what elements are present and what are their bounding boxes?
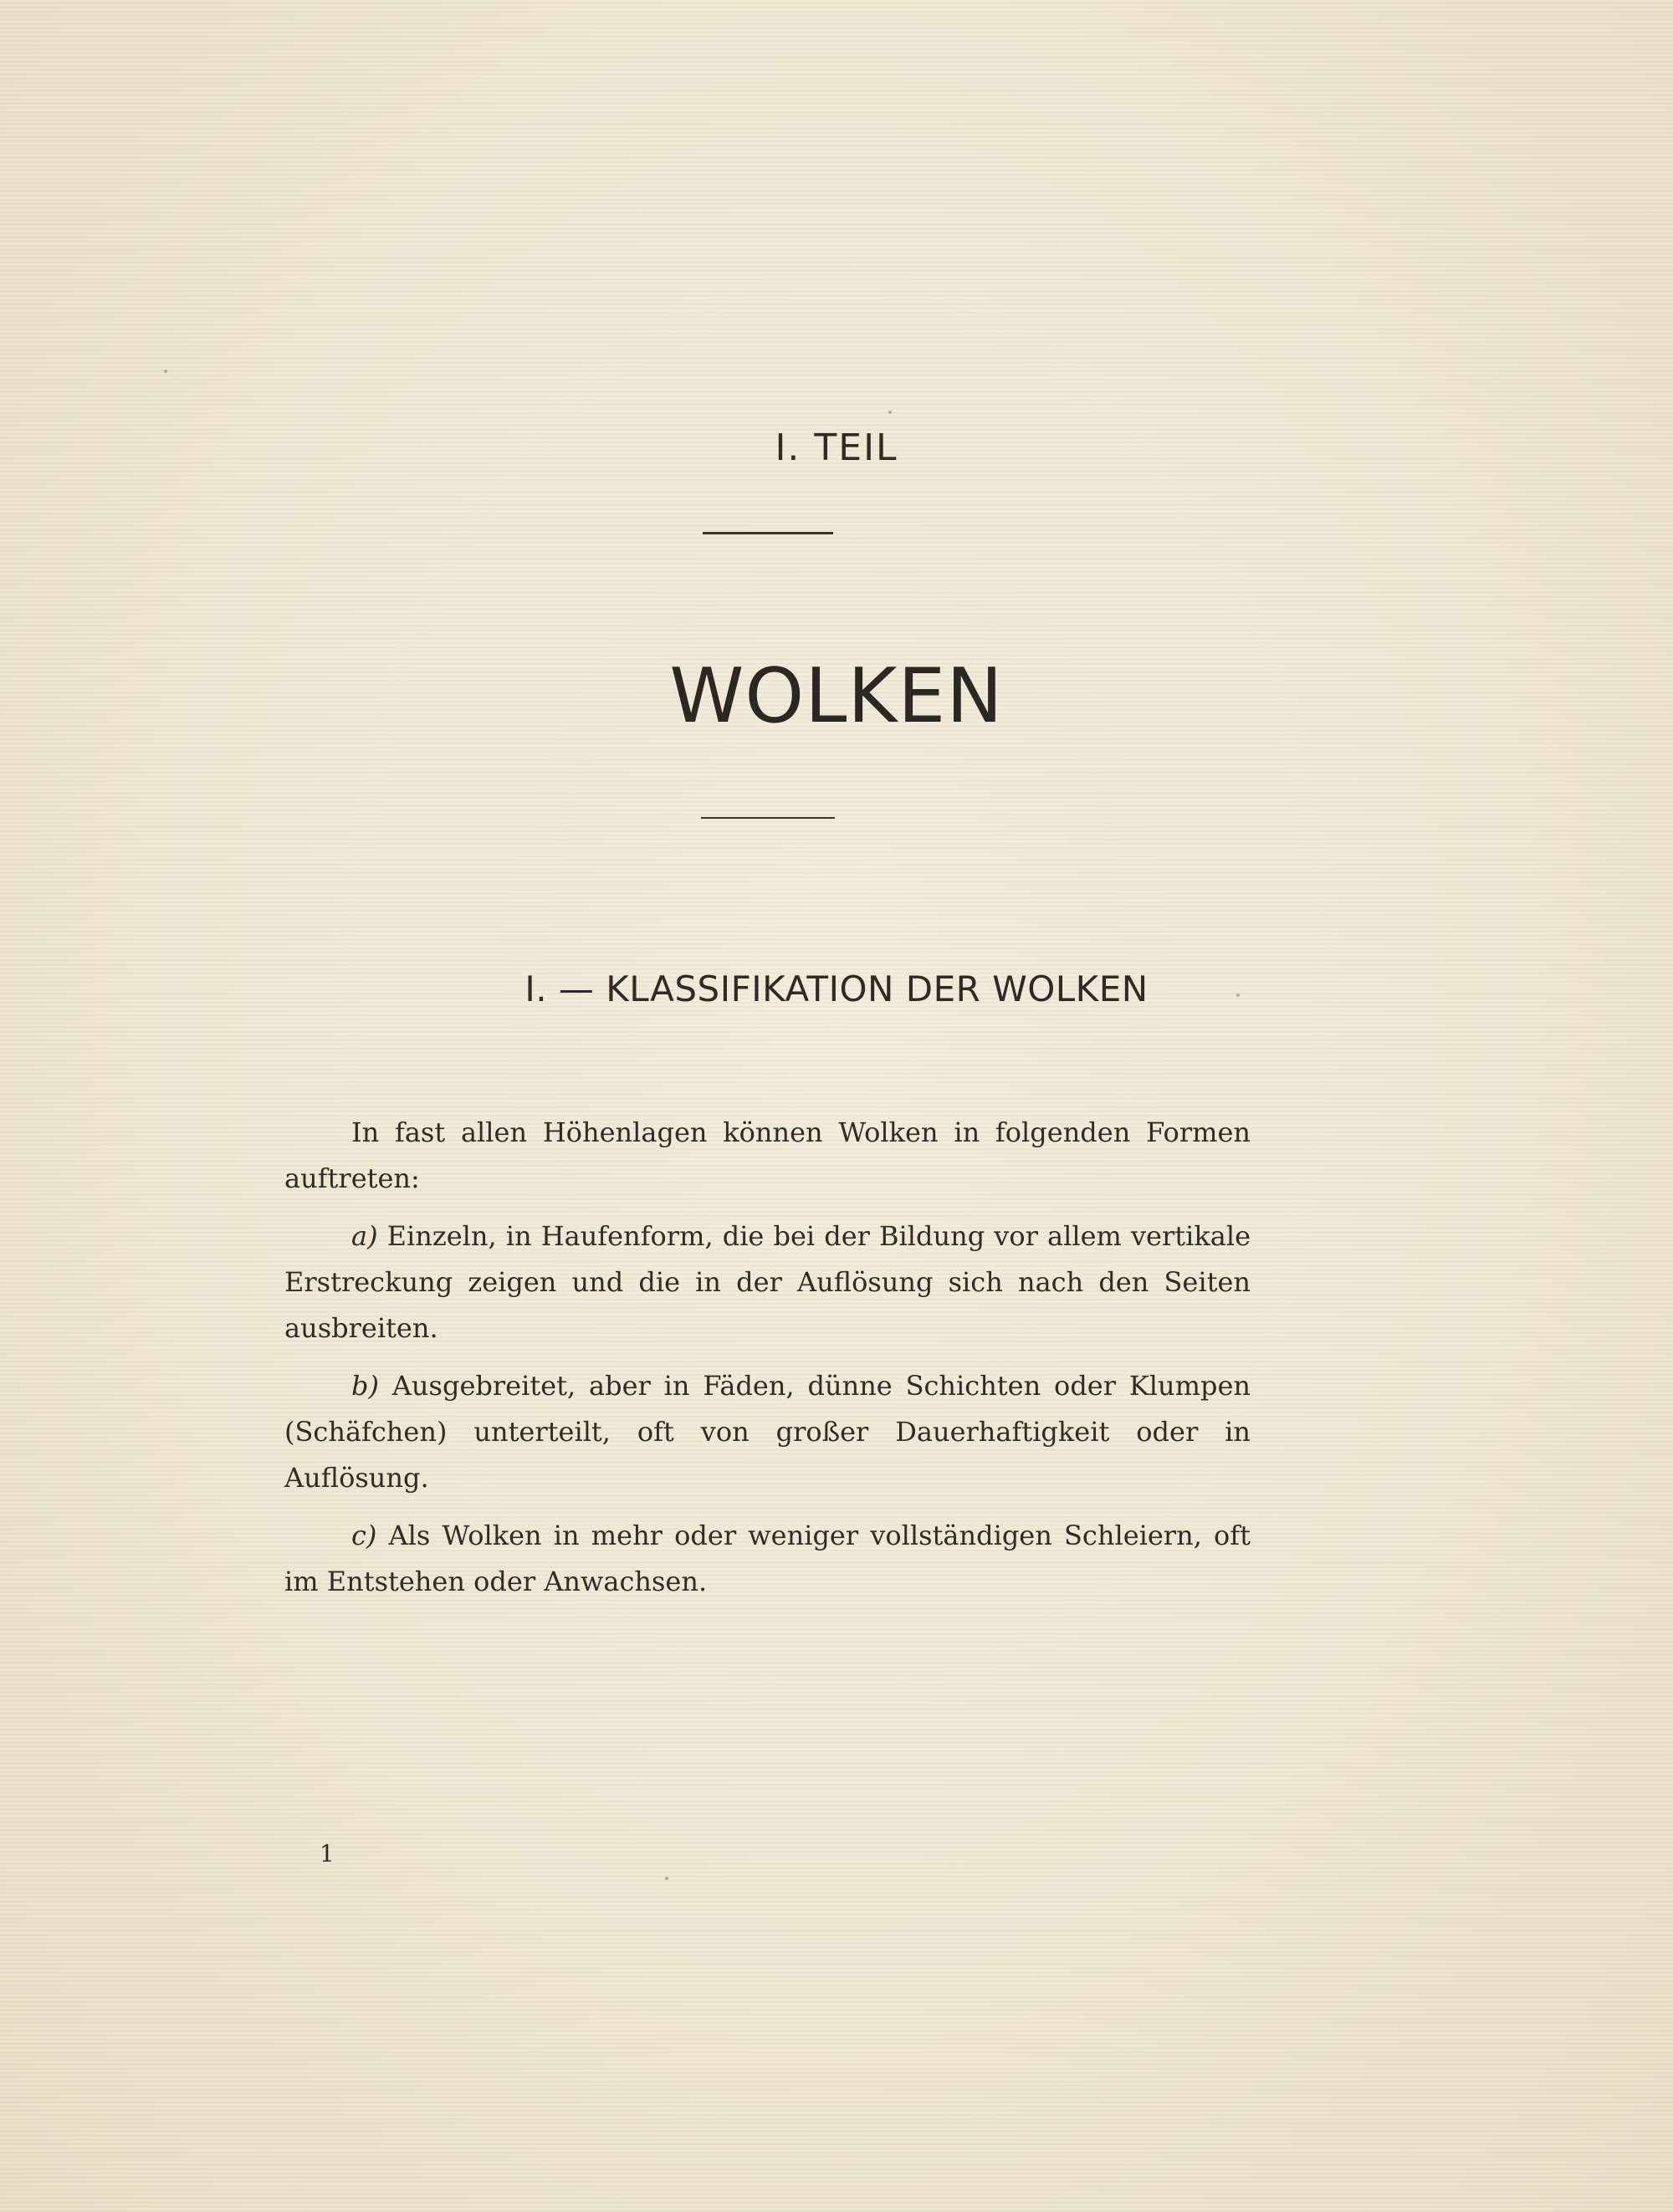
- body-text: [284, 1110, 1251, 1617]
- paper-speck: [1236, 994, 1240, 997]
- paper-speck: [665, 1877, 668, 1880]
- page-number: 1: [320, 1840, 335, 1867]
- list-label-c: c): [351, 1520, 377, 1551]
- paragraph-b: [284, 1363, 1251, 1501]
- paragraph-b-text: Ausgebreitet, aber in Fäden, dünne Schichten oder Klumpen (Schäfchen) unterteilt, oft von großer Dauerhaftigkeit oder in Auflösung.: [284, 1370, 1251, 1494]
- title-divider-bottom: [701, 817, 835, 819]
- paragraph-intro: In fast allen Höhenlagen können Wolken in folgenden Formen auftreten:: [284, 1116, 1251, 1194]
- paragraph-a: [284, 1213, 1251, 1351]
- paragraph-c: [284, 1513, 1251, 1605]
- paper-speck: [888, 411, 892, 414]
- main-title: WOLKEN: [669, 652, 1004, 740]
- section-title: I. — KLASSIFIKATION DER WOLKEN: [524, 968, 1149, 1009]
- list-label-b: b): [351, 1370, 379, 1402]
- part-title: I. TEIL: [775, 427, 898, 469]
- list-label-a: a): [351, 1220, 378, 1252]
- paragraph-c-text: Als Wolken in mehr oder weniger vollständigen Schleiern, oft im Entstehen oder Anwachsen.: [284, 1520, 1251, 1597]
- paragraph-a-text: Einzeln, in Haufenform, die bei der Bildung vor allem vertikale Erstreckung zeigen und die in der Auflösung sich nach den Seiten ausbreiten.: [284, 1220, 1251, 1344]
- title-divider-top: [703, 532, 833, 534]
- paper-speck: [164, 370, 167, 373]
